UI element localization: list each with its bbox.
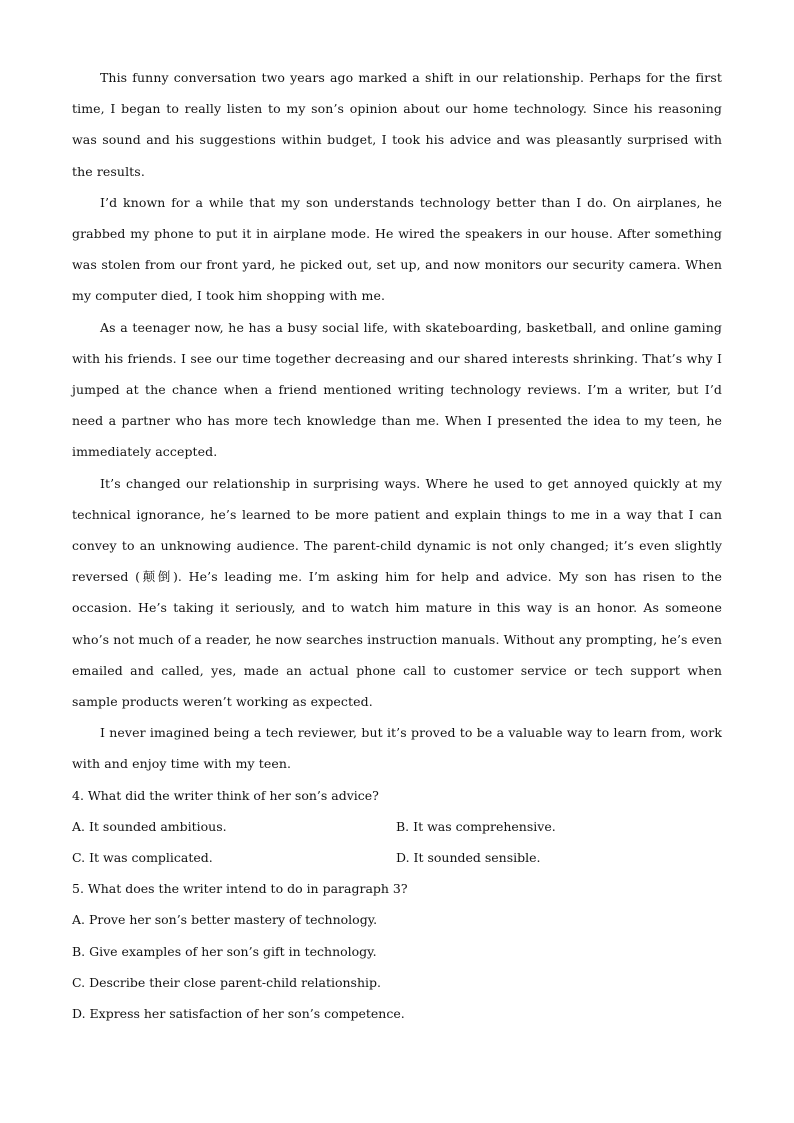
question-5-option-d: D. Express her satisfaction of her son’s competence.: [72, 1006, 405, 1022]
question-5-option-b: B. Give examples of her son’s gift in technology.: [72, 943, 377, 959]
paragraph-2: I’d known for a while that my son understands technology better than I do. On airplanes, he grabbed my phone to put it in airplane mode. He wired the speakers in our house. After something was stolen from our front yard, he picked out, set up, and now monitors our security camera. When my computer died, I took him shopping with me.: [72, 194, 722, 304]
question-4-stem: 4. What did the writer think of her son’s advice?: [72, 787, 379, 803]
paragraph-3: As a teenager now, he has a busy social life, with skateboarding, basketball, and online gaming with his friends. I see our time together decreasing and our shared interests shrinking. That’s why I jumped at the chance when a friend mentioned writing technology reviews. I’m a writer, but I’d need a partner who has more tech knowledge than me. When I presented the idea to my teen, he immediately accepted.: [72, 319, 722, 460]
question-5-option-a: A. Prove her son’s better mastery of technology.: [72, 912, 378, 928]
question-4-option-d: D. It sounded sensible.: [396, 850, 541, 866]
paragraph-5: I never imagined being a tech reviewer, but it’s proved to be a valuable way to learn from, work with and enjoy time with my teen.: [72, 725, 722, 772]
question-4-option-a: A. It sounded ambitious.: [72, 818, 227, 834]
question-5-stem: 5. What does the writer intend to do in paragraph 3?: [72, 881, 408, 897]
paragraph-4: It’s changed our relationship in surprising ways. Where he used to get annoyed quickly at my technical ignorance, he’s learned to be more patient and explain things to me in a way that I can convey to an unknowing audience. The parent-child dynamic is not only changed; it’s even slightly reversed (颠倒). He’s leading me. I’m asking him for help and advice. My son has risen to the occasion. He’s taking it seriously, and to watch him mature in this way is an honor. As someone who’s not much of a reader, he now searches instruction manuals. Without any prompting, he’s even emailed and called, yes, made an actual phone call to customer service or tech support when sample products weren’t working as expected.: [72, 475, 722, 710]
question-5-options: [72, 904, 722, 1029]
paragraph-1: This funny conversation two years ago marked a shift in our relationship. Perhaps for the first time, I began to really listen to my son’s opinion about our home technology. Since his reasoning was sound and his suggestions within budget, I took his advice and was pleasantly surprised with the results.: [72, 70, 722, 179]
question-4-options: [72, 811, 722, 873]
question-4-option-c: C. It was complicated.: [72, 850, 213, 866]
question-4-option-b: B. It was comprehensive.: [396, 818, 556, 834]
question-5: [72, 873, 722, 1029]
question-5-option-c: C. Describe their close parent-child relationship.: [72, 974, 381, 990]
reading-passage: [72, 62, 722, 780]
question-4: [72, 780, 722, 874]
exam-page: [72, 62, 722, 1029]
